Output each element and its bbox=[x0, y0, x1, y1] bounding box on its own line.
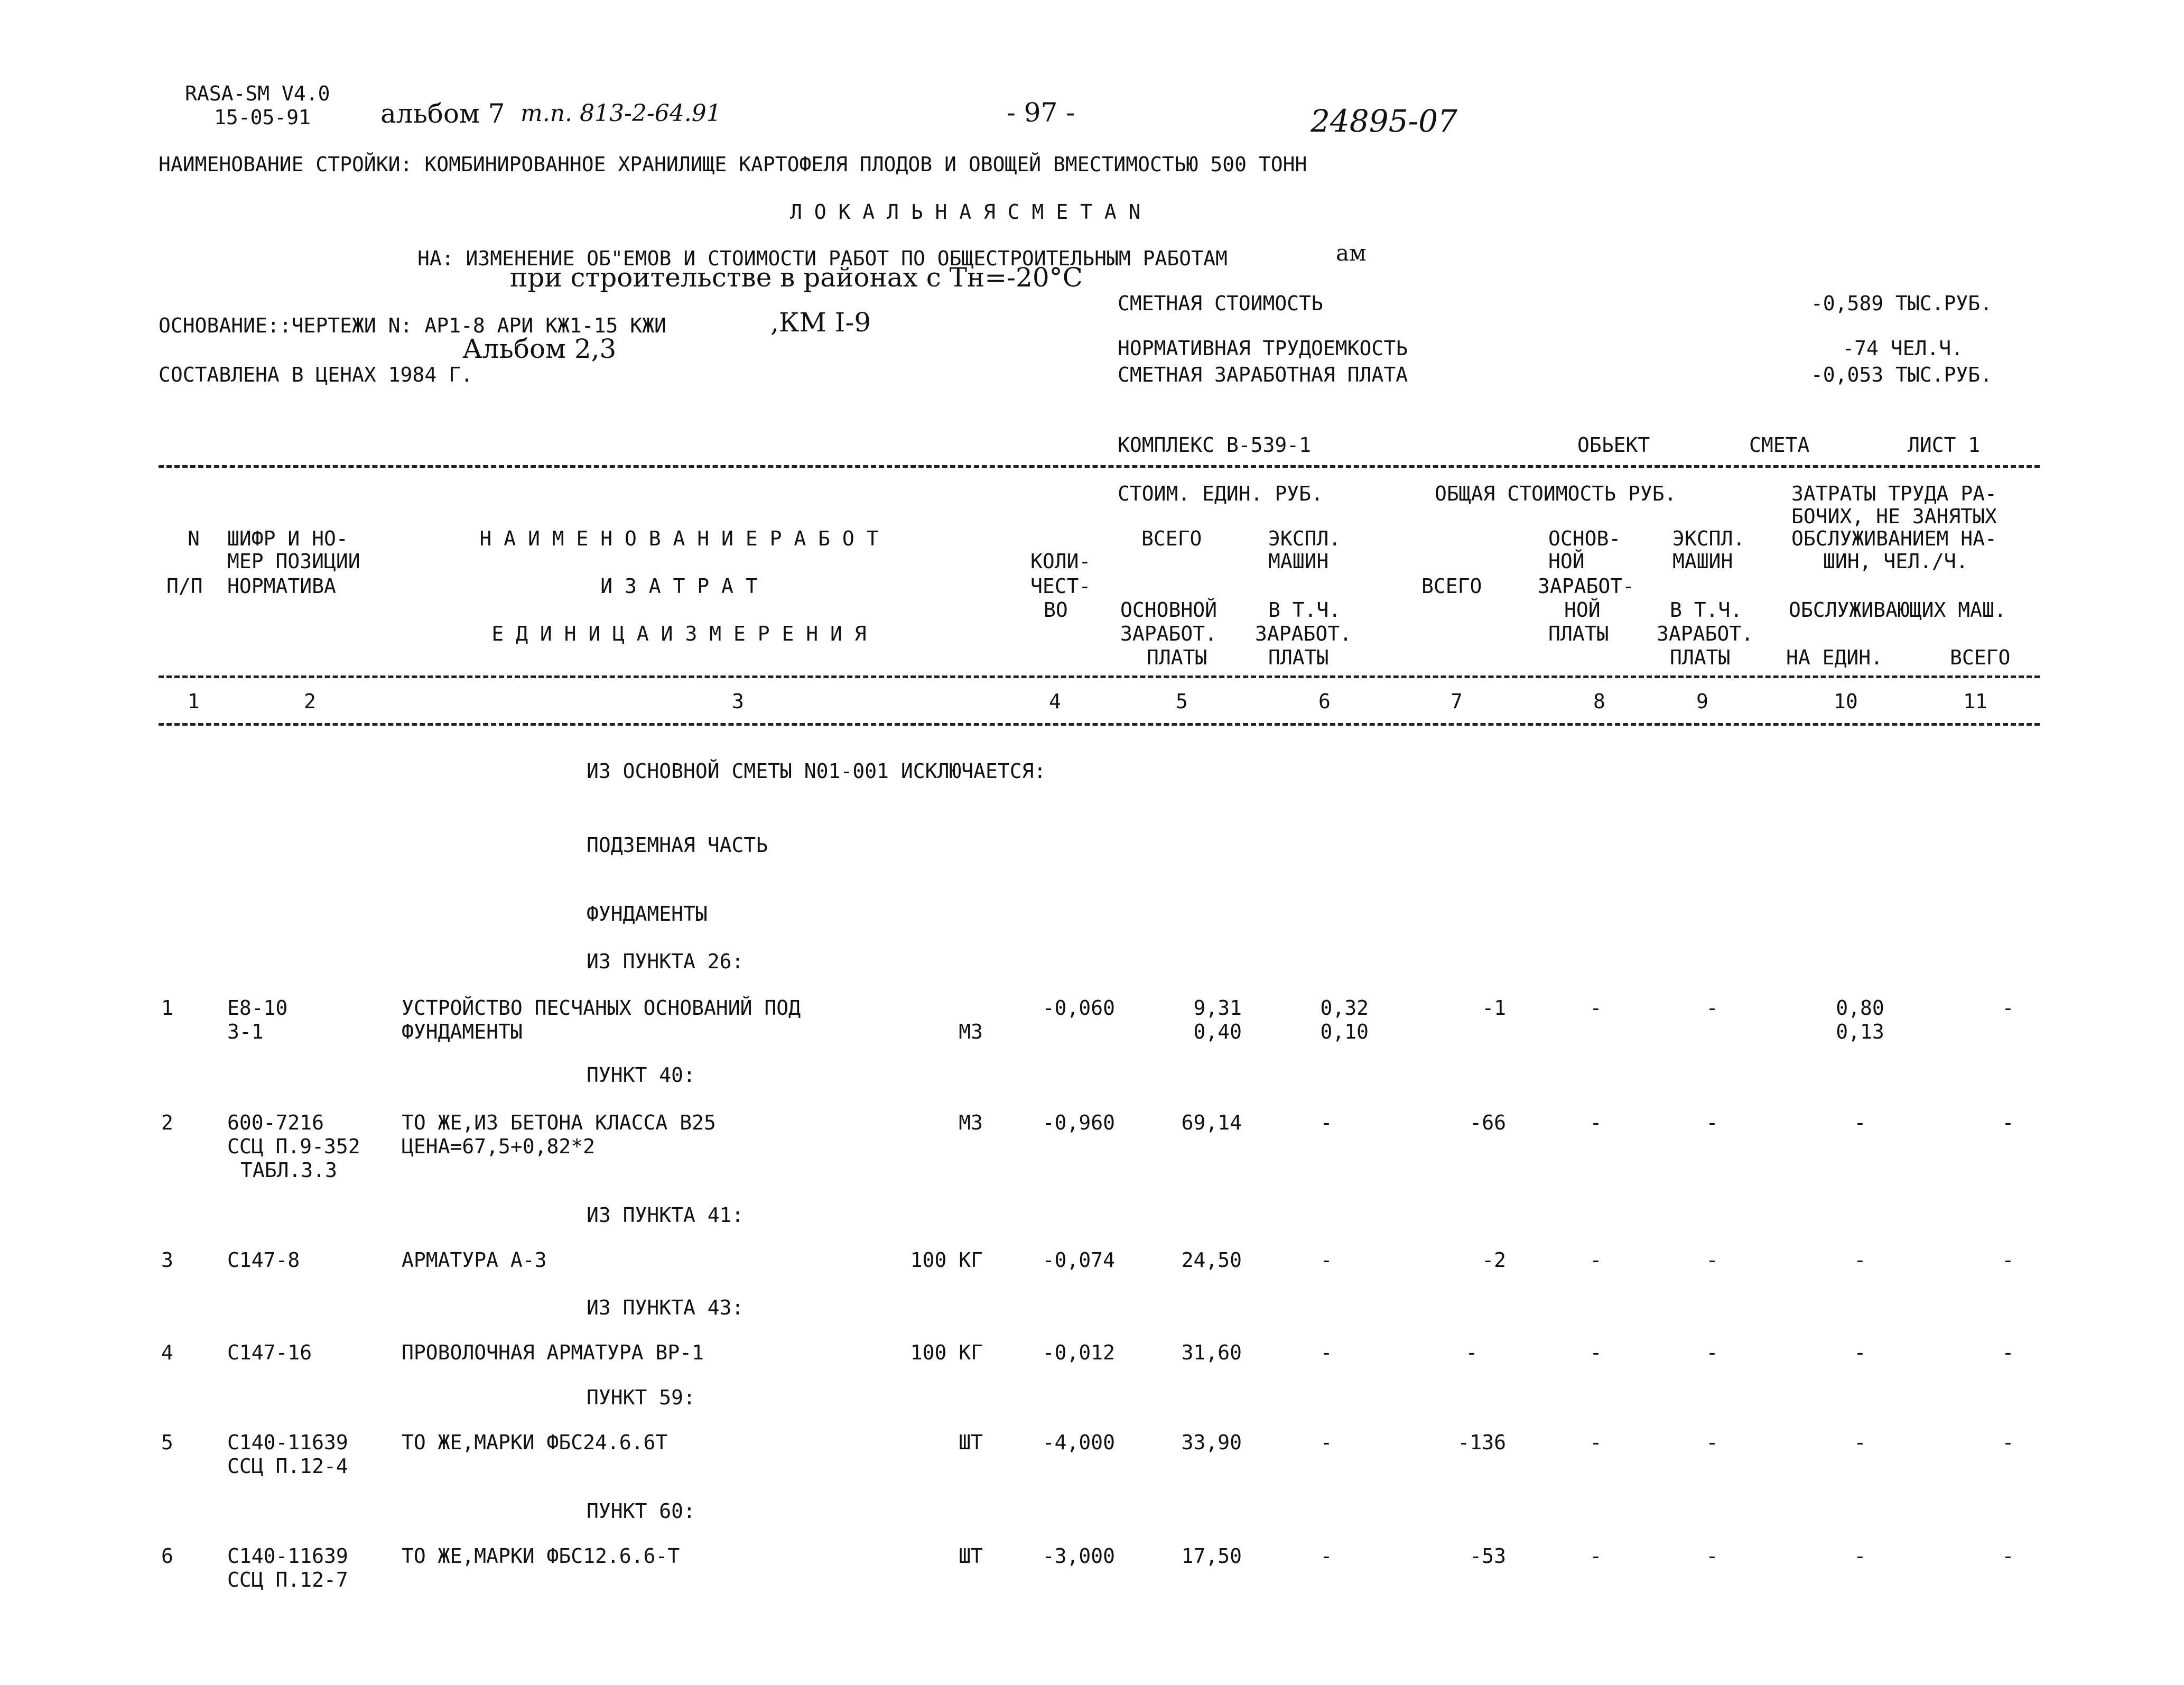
row-total: -1 bbox=[1482, 996, 1506, 1020]
total-base-wage-header-4: НОЙ bbox=[1564, 598, 1601, 622]
row-labor-per-unit: - bbox=[1854, 1431, 1866, 1454]
row-code-line-3: ТАБЛ.3.3 bbox=[240, 1159, 338, 1182]
total-base-wage-header-3: ЗАРАБОТ- bbox=[1538, 575, 1635, 598]
row-total-base-wage: - bbox=[1590, 1431, 1602, 1454]
basis-line: ОСНОВАНИЕ::ЧЕРТЕЖИ N: АР1-8 АРИ КЖ1-15 КЖИ bbox=[159, 314, 666, 337]
row-labor-total: - bbox=[2002, 996, 2014, 1020]
unit-total-header: ВСЕГО bbox=[1141, 527, 1202, 550]
labor-total-header: ВСЕГО bbox=[1950, 646, 2011, 669]
row-unit-total: 69,14 bbox=[1181, 1111, 1242, 1134]
object-label: ОБЬЕКТ bbox=[1577, 433, 1650, 457]
labor-header-4: ШИН, ЧЕЛ./Ч. bbox=[1823, 550, 1968, 573]
labor-sub-header: ОБСЛУЖИВАЮЩИХ МАШ. bbox=[1789, 598, 2006, 622]
col-number-header-2: П/П bbox=[166, 575, 203, 598]
row-total-base-wage: - bbox=[1590, 1111, 1602, 1134]
row-total-base-wage: - bbox=[1590, 1248, 1602, 1272]
total-all-header: ВСЕГО bbox=[1421, 575, 1482, 598]
col-num-7: 7 bbox=[1451, 690, 1463, 713]
estimate-title: Л О К А Л Ь Н А Я С М Е Т А N bbox=[790, 200, 1141, 224]
row-total-machines: - bbox=[1706, 1341, 1718, 1364]
row-code-line-2: ССЦ П.12-4 bbox=[227, 1455, 348, 1478]
estimated-cost-value: -0,589 ТЫС.РУБ. bbox=[1810, 292, 1992, 315]
wage-value: -0,053 ТЫС.РУБ. bbox=[1810, 363, 1992, 386]
unit-cost-header: СТОИМ. ЕДИН. РУБ. bbox=[1118, 482, 1323, 505]
row-code: С140-11639 bbox=[227, 1431, 348, 1454]
row-total: -2 bbox=[1482, 1248, 1506, 1272]
print-date: 15-05-91 bbox=[214, 106, 311, 129]
unit-base-wage-header: ОСНОВНОЙ bbox=[1120, 598, 1218, 622]
unit-machines-header-2: МАШИН bbox=[1268, 550, 1329, 573]
row-unit-machines: - bbox=[1320, 1248, 1333, 1272]
col-num-1: 1 bbox=[188, 690, 200, 713]
labor-per-unit-header: НА ЕДИН. bbox=[1786, 646, 1883, 669]
row-quantity: -0,960 bbox=[1042, 1111, 1115, 1134]
row-unit-total: 33,90 bbox=[1181, 1431, 1242, 1454]
row-work-name: АРМАТУРА А-3 bbox=[402, 1248, 547, 1272]
col-num-4: 4 bbox=[1049, 690, 1061, 713]
row-labor-per-unit: - bbox=[1854, 1111, 1866, 1134]
row-unit-machines: - bbox=[1320, 1544, 1333, 1568]
estimated-cost-label: СМЕТНАЯ СТОИМОСТЬ bbox=[1118, 292, 1323, 315]
row-unit-machines: - bbox=[1320, 1431, 1333, 1454]
climate-condition: при строительстве в районах с Тн=-20°С bbox=[510, 262, 1083, 293]
row-code: Е8-10 bbox=[227, 996, 288, 1020]
row-code-line-2: ССЦ П.12-7 bbox=[227, 1568, 348, 1591]
row-total-machines: - bbox=[1706, 1248, 1718, 1272]
row-code: С140-11639 bbox=[227, 1544, 348, 1568]
row-labor-total: - bbox=[2002, 1431, 2014, 1454]
row-labor-per-unit: - bbox=[1854, 1544, 1866, 1568]
sheet-label: ЛИСТ 1 bbox=[1908, 433, 1981, 457]
total-machines-header-2: МАШИН bbox=[1672, 550, 1733, 573]
col-code-header-3: НОРМАТИВА bbox=[227, 575, 336, 598]
total-incl-wage-header-2: ЗАРАБОТ. bbox=[1657, 622, 1754, 645]
row-code-line-2: ССЦ П.9-352 bbox=[227, 1135, 360, 1158]
row-unit-incl-wage: 0,10 bbox=[1320, 1020, 1369, 1043]
col-num-11: 11 bbox=[1963, 690, 1987, 713]
row-unit-total: 31,60 bbox=[1181, 1341, 1242, 1364]
row-work-name-line-2: ФУНДАМЕНТЫ bbox=[402, 1020, 523, 1043]
subject-handwritten-ending: ам bbox=[1336, 240, 1367, 266]
row-work-name: ПРОВОЛОЧНАЯ АРМАТУРА ВР-1 bbox=[402, 1341, 704, 1364]
unit-incl-wage-header-2: ЗАРАБОТ. bbox=[1255, 622, 1352, 645]
row-unit: ШТ bbox=[959, 1544, 983, 1568]
col-code-header: ШИФР И НО- bbox=[227, 527, 348, 550]
row-heading: ПУНКТ 60: bbox=[587, 1499, 695, 1523]
row-labor-total: - bbox=[2002, 1341, 2014, 1364]
row-number: 5 bbox=[161, 1431, 173, 1454]
col-unit-header: Е Д И Н И Ц А И З М Е Р Е Н И Я bbox=[491, 622, 867, 645]
row-total: -53 bbox=[1470, 1544, 1506, 1568]
row-unit-base-wage: 0,40 bbox=[1193, 1020, 1242, 1043]
row-labor-per-unit: - bbox=[1854, 1248, 1866, 1272]
labor-header-2: БОЧИХ, НЕ ЗАНЯТЫХ bbox=[1791, 505, 1997, 528]
row-unit-total: 9,31 bbox=[1193, 996, 1242, 1020]
unit-base-wage-header-2: ЗАРАБОТ. bbox=[1120, 622, 1218, 645]
unit-incl-wage-header: В Т.Ч. bbox=[1268, 598, 1341, 622]
section-heading: ПОДЗЕМНАЯ ЧАСТЬ bbox=[587, 834, 768, 857]
col-num-2: 2 bbox=[304, 690, 316, 713]
row-labor-per-unit: - bbox=[1854, 1341, 1866, 1364]
row-unit-machines: - bbox=[1320, 1341, 1333, 1364]
excluded-note: ИЗ ОСНОВНОЙ СМЕТЫ N01-001 ИСКЛЮЧАЕТСЯ: bbox=[587, 760, 1046, 783]
row-work-name: УСТРОЙСТВО ПЕСЧАНЫХ ОСНОВАНИЙ ПОД bbox=[402, 996, 801, 1020]
smeta-label: СМЕТА bbox=[1749, 433, 1810, 457]
row-number: 3 bbox=[161, 1248, 173, 1272]
row-quantity: -0,074 bbox=[1042, 1248, 1115, 1272]
album-note: альбом 7 bbox=[380, 98, 505, 129]
row-number: 2 bbox=[161, 1111, 173, 1134]
row-code-line-2: 3-1 bbox=[227, 1020, 264, 1043]
row-labor-total: - bbox=[2002, 1544, 2014, 1568]
col-quantity-header: КОЛИ- bbox=[1030, 550, 1091, 573]
program-version: RASA-SM V4.0 bbox=[185, 82, 330, 105]
unit-machines-header: ЭКСПЛ. bbox=[1268, 527, 1341, 550]
row-quantity: -0,012 bbox=[1042, 1341, 1115, 1364]
row-work-name-line-2: ЦЕНА=67,5+0,82*2 bbox=[402, 1135, 596, 1158]
subject-line: НА: ИЗМЕНЕНИЕ ОБ"ЕМОВ И СТОИМОСТИ РАБОТ ПО ОБЩЕСТРОИТЕЛЬНЫМ РАБОТАМ bbox=[417, 247, 1228, 270]
row-heading: ИЗ ПУНКТА 43: bbox=[587, 1296, 744, 1319]
row-work-name: ТО ЖЕ,МАРКИ ФБС12.6.6-Т bbox=[402, 1544, 680, 1568]
total-base-wage-header-2: НОЙ bbox=[1548, 550, 1585, 573]
total-machines-header: ЭКСПЛ. bbox=[1672, 527, 1745, 550]
wage-label: СМЕТНАЯ ЗАРАБОТНАЯ ПЛАТА bbox=[1118, 363, 1408, 386]
row-unit: М3 bbox=[959, 1111, 983, 1134]
price-basis: СОСТАВЛЕНА В ЦЕНАХ 1984 Г. bbox=[159, 363, 473, 386]
col-num-9: 9 bbox=[1696, 690, 1708, 713]
row-unit: М3 bbox=[959, 1020, 983, 1043]
row-number: 6 bbox=[161, 1544, 173, 1568]
row-total-machines: - bbox=[1706, 1431, 1718, 1454]
header-numbers-rule bbox=[159, 675, 2040, 678]
row-total-machines: - bbox=[1706, 1111, 1718, 1134]
col-num-3: 3 bbox=[732, 690, 744, 713]
col-name-header-2: И З А Т Р А Т bbox=[600, 575, 758, 598]
row-total-base-wage: - bbox=[1590, 996, 1602, 1020]
row-quantity: -4,000 bbox=[1042, 1431, 1115, 1454]
row-heading: ИЗ ПУНКТА 26: bbox=[587, 950, 744, 973]
row-heading: ПУНКТ 40: bbox=[587, 1063, 695, 1087]
unit-base-wage-header-3: ПЛАТЫ bbox=[1147, 646, 1207, 669]
total-incl-wage-header-3: ПЛАТЫ bbox=[1670, 646, 1731, 669]
col-num-8: 8 bbox=[1593, 690, 1605, 713]
total-incl-wage-header: В Т.Ч. bbox=[1670, 598, 1743, 622]
col-code-header-2: МЕР ПОЗИЦИИ bbox=[227, 550, 360, 573]
total-cost-header: ОБЩАЯ СТОИМОСТЬ РУБ. bbox=[1435, 482, 1677, 505]
labor-header-3: ОБСЛУЖИВАНИЕМ НА- bbox=[1791, 527, 1997, 550]
page-number: - 97 - bbox=[1007, 97, 1075, 128]
total-base-wage-header-5: ПЛАТЫ bbox=[1548, 622, 1609, 645]
unit-incl-wage-header-3: ПЛАТЫ bbox=[1268, 646, 1329, 669]
col-num-5: 5 bbox=[1176, 690, 1188, 713]
row-unit: ШТ bbox=[959, 1431, 983, 1454]
document-number: 24895-07 bbox=[1311, 103, 1457, 139]
header-bottom-rule bbox=[159, 723, 2040, 726]
row-labor-per-unit-line-2: 0,13 bbox=[1836, 1020, 1884, 1043]
col-num-6: 6 bbox=[1318, 690, 1331, 713]
row-heading: ИЗ ПУНКТА 41: bbox=[587, 1203, 744, 1227]
total-base-wage-header: ОСНОВ- bbox=[1548, 527, 1621, 550]
row-total-base-wage: - bbox=[1590, 1341, 1602, 1364]
row-number: 4 bbox=[161, 1341, 173, 1364]
col-quantity-header-3: ВО bbox=[1044, 598, 1068, 622]
project-reference: т.п. 813-2-64.91 bbox=[521, 100, 721, 127]
col-num-10: 10 bbox=[1834, 690, 1858, 713]
basis-drawings: ,КМ I-9 bbox=[770, 307, 871, 338]
row-total-machines: - bbox=[1706, 996, 1718, 1020]
col-name-header: Н А И М Е Н О В А Н И Е Р А Б О Т bbox=[479, 527, 879, 550]
row-work-name: ТО ЖЕ,ИЗ БЕТОНА КЛАССА В25 bbox=[402, 1111, 716, 1134]
table-top-rule bbox=[159, 465, 2040, 468]
subsection-heading: ФУНДАМЕНТЫ bbox=[587, 902, 708, 925]
labor-intensity-label: НОРМАТИВНАЯ ТРУДОЕМКОСТЬ bbox=[1118, 337, 1408, 360]
row-heading: ПУНКТ 59: bbox=[587, 1386, 695, 1409]
row-unit: 100 КГ bbox=[910, 1248, 983, 1272]
row-total: -66 bbox=[1470, 1111, 1506, 1134]
row-quantity: -3,000 bbox=[1042, 1544, 1115, 1568]
album-reference: Альбом 2,3 bbox=[462, 334, 617, 364]
row-unit-machines: 0,32 bbox=[1320, 996, 1369, 1020]
labor-intensity-value: -74 ЧЕЛ.Ч. bbox=[1842, 337, 1963, 360]
row-quantity: -0,060 bbox=[1042, 996, 1115, 1020]
row-code: 600-7216 bbox=[227, 1111, 324, 1134]
labor-header: ЗАТРАТЫ ТРУДА РА- bbox=[1791, 482, 1997, 505]
row-code: С147-16 bbox=[227, 1341, 312, 1364]
row-total-base-wage: - bbox=[1590, 1544, 1602, 1568]
row-labor-total: - bbox=[2002, 1248, 2014, 1272]
row-total: -136 bbox=[1457, 1431, 1506, 1454]
row-unit: 100 КГ bbox=[910, 1341, 983, 1364]
row-code: С147-8 bbox=[227, 1248, 300, 1272]
row-unit-total: 24,50 bbox=[1181, 1248, 1242, 1272]
col-number-header: N bbox=[188, 527, 200, 550]
construction-title: НАИМЕНОВАНИЕ СТРОЙКИ: КОМБИНИРОВАННОЕ ХРАНИЛИЩЕ КАРТОФЕЛЯ ПЛОДОВ И ОВОЩЕЙ ВМЕСТИМОСТЬЮ 500 ТОНН bbox=[159, 153, 1307, 176]
row-labor-per-unit: 0,80 bbox=[1836, 996, 1884, 1020]
row-total: - bbox=[1465, 1341, 1478, 1364]
row-unit-machines: - bbox=[1320, 1111, 1333, 1134]
complex-code: КОМПЛЕКС В-539-1 bbox=[1118, 433, 1312, 457]
row-number: 1 bbox=[161, 996, 173, 1020]
row-unit-total: 17,50 bbox=[1181, 1544, 1242, 1568]
row-work-name: ТО ЖЕ,МАРКИ ФБС24.6.6Т bbox=[402, 1431, 668, 1454]
col-quantity-header-2: ЧЕСТ- bbox=[1030, 575, 1091, 598]
row-total-machines: - bbox=[1706, 1544, 1718, 1568]
row-labor-total: - bbox=[2002, 1111, 2014, 1134]
